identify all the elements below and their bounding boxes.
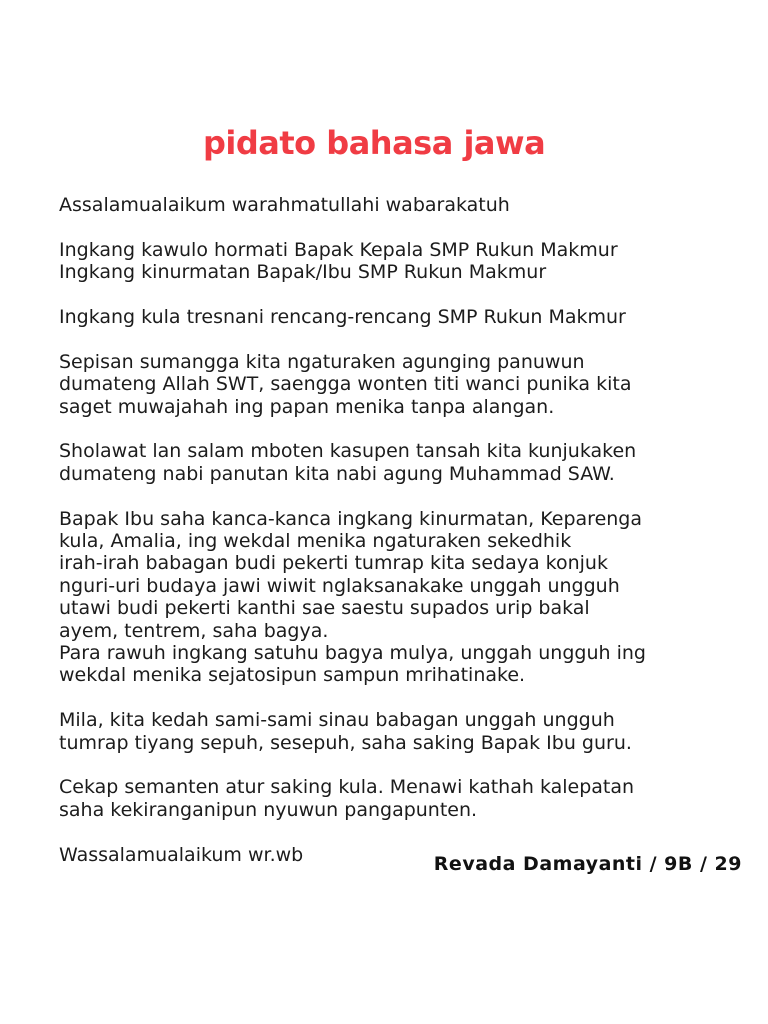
text-line: dumateng Allah SWT, saengga wonten titi wanci punika kita: [59, 373, 632, 396]
paragraph: [59, 194, 739, 216]
paragraph: [59, 239, 739, 284]
paragraph-gap: [59, 328, 739, 350]
text-line: wekdal menika sejatosipun sampun mrihatinake.: [59, 664, 526, 687]
text-line: Para rawuh ingkang satuhu bagya mulya, unggah ungguh ing: [59, 642, 646, 665]
text-line: Ingkang kula tresnani rencang-rencang SMP Rukun Makmur: [59, 306, 626, 328]
text-line: nguri-uri budaya jawi wiwit nglaksanakake unggah ungguh: [59, 574, 620, 597]
text-line: saget muwajahah ing papan menika tanpa alangan.: [59, 395, 555, 418]
text-line: Ingkang kawulo hormati Bapak Kepala SMP Rukun Makmur: [59, 238, 618, 261]
paragraph-gap: [59, 821, 739, 843]
author-signature: Revada Damayanti / 9B / 29: [433, 853, 742, 875]
text-line: Ingkang kinurmatan Bapak/Ibu SMP Rukun Makmur: [59, 261, 547, 284]
paragraph: [59, 709, 739, 754]
paragraph-gap: [59, 418, 739, 440]
text-line: Bapak Ibu saha kanca-kanca ingkang kinurmatan, Keparenga: [59, 507, 642, 530]
text-line: Sholawat lan salam mboten kasupen tansah kita kunjukaken: [59, 440, 637, 463]
text-line: saha kekiranganipun nyuwun pangapunten.: [59, 798, 478, 821]
text-line: kula, Amalia, ing wekdal menika ngaturaken sekedhik: [59, 530, 572, 553]
text-line: Mila, kita kedah sami-sami sinau babagan unggah ungguh: [59, 709, 615, 732]
paragraph: [59, 776, 739, 821]
paragraph: [59, 440, 739, 485]
text-line: Cekap semanten atur saking kula. Menawi kathah kalepatan: [59, 776, 635, 799]
paragraph-gap: [59, 754, 739, 776]
text-line: Wassalamualaikum wr.wb: [59, 843, 304, 866]
document-title: pidato bahasa jawa: [203, 124, 546, 162]
paragraph: [59, 351, 739, 418]
text-line: tumrap tiyang sepuh, sesepuh, saha saking Bapak Ibu guru.: [59, 731, 632, 754]
text-line: Assalamualaikum warahmatullahi wabarakatuh: [59, 194, 510, 216]
speech-body: [59, 194, 739, 866]
paragraph: [59, 508, 739, 687]
paragraph-gap: [59, 284, 739, 306]
text-line: irah-irah babagan budi pekerti tumrap kita sedaya konjuk: [59, 552, 608, 575]
text-line: dumateng nabi panutan kita nabi agung Muhammad SAW.: [59, 462, 615, 485]
text-line: Sepisan sumangga kita ngaturaken agunging panuwun: [59, 350, 585, 373]
text-line: ayem, tentrem, saha bagya.: [59, 619, 329, 642]
text-line: utawi budi pekerti kanthi sae saestu supados urip bakal: [59, 597, 590, 620]
paragraph-gap: [59, 687, 739, 709]
paragraph-gap: [59, 216, 739, 238]
paragraph: [59, 306, 739, 328]
paragraph-gap: [59, 485, 739, 507]
